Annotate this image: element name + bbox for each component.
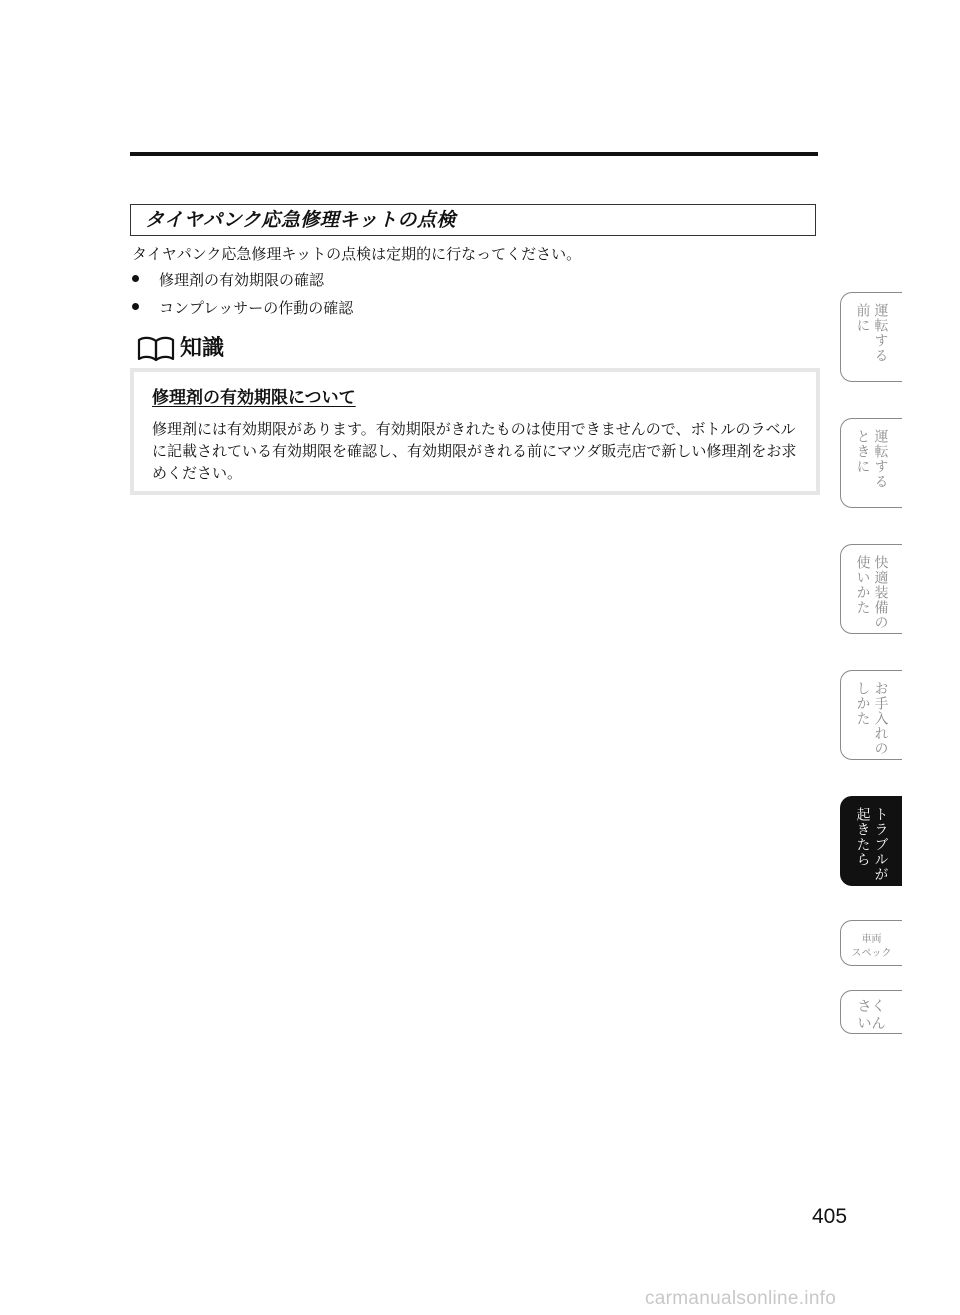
intro-text: タイヤパンク応急修理キットの点検は定期的に行なってください。 (132, 245, 582, 263)
knowledge-header (136, 336, 224, 362)
tab-label: 快適装備の (872, 555, 889, 630)
watermark: carmanualsonline.info (645, 1288, 837, 1309)
knowledge-content (134, 372, 816, 491)
tab-label: 運転する (872, 303, 889, 363)
tab-label: しかた (854, 681, 871, 726)
page-number: 405 (812, 1205, 848, 1228)
bullet-item (132, 298, 353, 318)
tab-index[interactable] (840, 990, 902, 1034)
tab-label: 前に (854, 303, 871, 333)
tab-label: いん (857, 1016, 886, 1032)
bullet-label: 修理剤の有効期限の確認 (159, 271, 325, 289)
knowledge-body: 修理剤には有効期限があります。有効期限がきれたものは使用できませんので、ボトルのラベルに記載されている有効期限を確認し、有効期限がきれる前にマツダ販売店で新しい修理剤をお求めください。 (152, 420, 797, 482)
tab-label: スペック (851, 948, 892, 959)
tab-label: トラブルが (872, 807, 889, 882)
tab-label: 運転する (872, 429, 889, 489)
tab-maintenance[interactable] (840, 670, 902, 760)
tab-comfort-equipment[interactable] (840, 544, 902, 634)
top-rule (130, 152, 818, 156)
section-heading: タイヤパンク応急修理キットの点検 (130, 204, 816, 236)
knowledge-label: 知識 (180, 336, 225, 361)
tab-label: お手入れの (872, 681, 889, 756)
bullet-label: コンプレッサーの作動の確認 (159, 299, 354, 317)
tab-label: 車両 (861, 934, 882, 945)
tab-while-driving[interactable] (840, 418, 902, 508)
tab-vehicle-specs[interactable] (840, 920, 902, 966)
knowledge-title: 修理剤の有効期限について (152, 388, 356, 408)
tab-before-driving[interactable] (840, 292, 902, 382)
bullet-dot-icon (132, 303, 139, 310)
knowledge-box (130, 368, 820, 495)
bullet-dot-icon (132, 275, 139, 282)
tab-troubleshooting[interactable] (840, 796, 902, 886)
tab-label: 起きたら (854, 807, 871, 867)
tab-label: ときに (854, 429, 871, 474)
tab-label: 使いかた (854, 555, 871, 615)
tab-label: さく (857, 999, 886, 1015)
bullet-item (132, 270, 324, 290)
book-icon (136, 336, 176, 362)
